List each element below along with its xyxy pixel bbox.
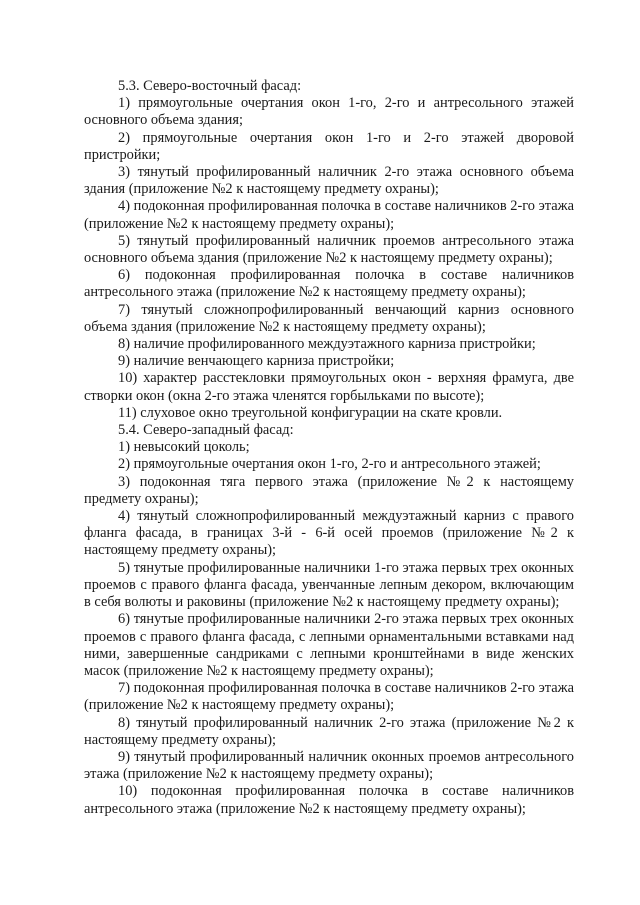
section-heading-5-4: 5.4. Северо-западный фасад: (118, 422, 294, 439)
section-5-3-item-2: 2) прямоугольные очертания окон 1-го и 2-го этажей дворовой пристройки; (84, 129, 574, 163)
section-5-3-item-3: 3) тянутый профилированный наличник 2-го этажа основного объема здания (приложение №2 к настоящему предмету охраны); (84, 164, 574, 198)
section-5-4-item-10: 10) подоконная профилированная полочка в составе наличников антресольного этажа (приложение №2 к настоящему предмету охраны); (84, 783, 574, 817)
section-5-3-item-1: 1) прямоугольные очертания окон 1-го, 2-го и антресольного этажей основного объема здания; (84, 95, 574, 129)
section-5-4-item-6: 6) тянутые профилированные наличники 2-го этажа первых трех оконных проемов с правого фланга фасада, с лепными орнаментальными вставками над ними, завершенные сандриками с лепными кронштейнами в виде женских масок (приложение №2 к настоящему предмету охраны); (84, 611, 574, 679)
section-5-4-item-7: 7) подоконная профилированная полочка в составе наличников 2-го этажа (приложение №2 к настоящему предмету охраны); (84, 680, 574, 714)
document-body (84, 78, 574, 818)
section-5-3-item-10: 10) характер расстекловки прямоугольных окон - верхняя фрамуга, две створки окон (окна 2-го этажа членятся горбыльками по высоте); (84, 370, 574, 404)
section-5-4-item-9: 9) тянутый профилированный наличник оконных проемов антресольного этажа (приложение №2 к настоящему предмету охраны); (84, 748, 574, 783)
section-5-4-item-8: 8) тянутый профилированный наличник 2-го этажа (приложение №2 к настоящему предмету охраны); (84, 714, 574, 748)
section-5-4-item-1: 1) невысокий цоколь; (118, 439, 250, 456)
section-5-4-item-3: 3) подоконная тяга первого этажа (приложение №2 к настоящему предмету охраны); (84, 473, 574, 507)
section-5-4-item-2: 2) прямоугольные очертания окон 1-го, 2-го и антресольного этажей; (118, 456, 541, 473)
section-5-3-item-11: 11) слуховое окно треугольной конфигурации на скате кровли. (118, 404, 503, 421)
section-5-3-item-4: 4) подоконная профилированная полочка в составе наличников 2-го этажа (приложение №2 к настоящему предмету охраны); (84, 198, 574, 232)
section-5-3-item-5: 5) тянутый профилированный наличник проемов антресольного этажа основного объема здания (приложение №2 к настоящему предмету охраны); (84, 232, 574, 267)
section-5-4-item-4: 4) тянутый сложнопрофилированный междуэтажный карниз с правого фланга фасада, в границах 3-й - 6-й осей проемов (приложение №2 к настоящему предмету охраны); (84, 508, 574, 559)
section-5-3-item-8: 8) наличие профилированного междуэтажного карниза пристройки; (118, 336, 536, 353)
section-5-3-item-7: 7) тянутый сложнопрофилированный венчающий карниз основного объема здания (приложение №2 к настоящему предмету охраны); (84, 301, 574, 335)
section-5-3-item-6: 6) подоконная профилированная полочка в составе наличников антресольного этажа (приложение №2 к настоящему предмету охраны); (84, 267, 574, 301)
section-heading-5-3: 5.3. Северо-восточный фасад: (118, 78, 302, 94)
section-5-3-item-9: 9) наличие венчающего карниза пристройки; (118, 353, 395, 370)
section-5-4-item-5: 5) тянутые профилированные наличники 1-го этажа первых трех оконных проемов с правого фланга фасада, увенчанные лепным декором, включающим в себя волюты и раковины (приложение №2 к настоящему предмету охраны); (84, 559, 574, 611)
